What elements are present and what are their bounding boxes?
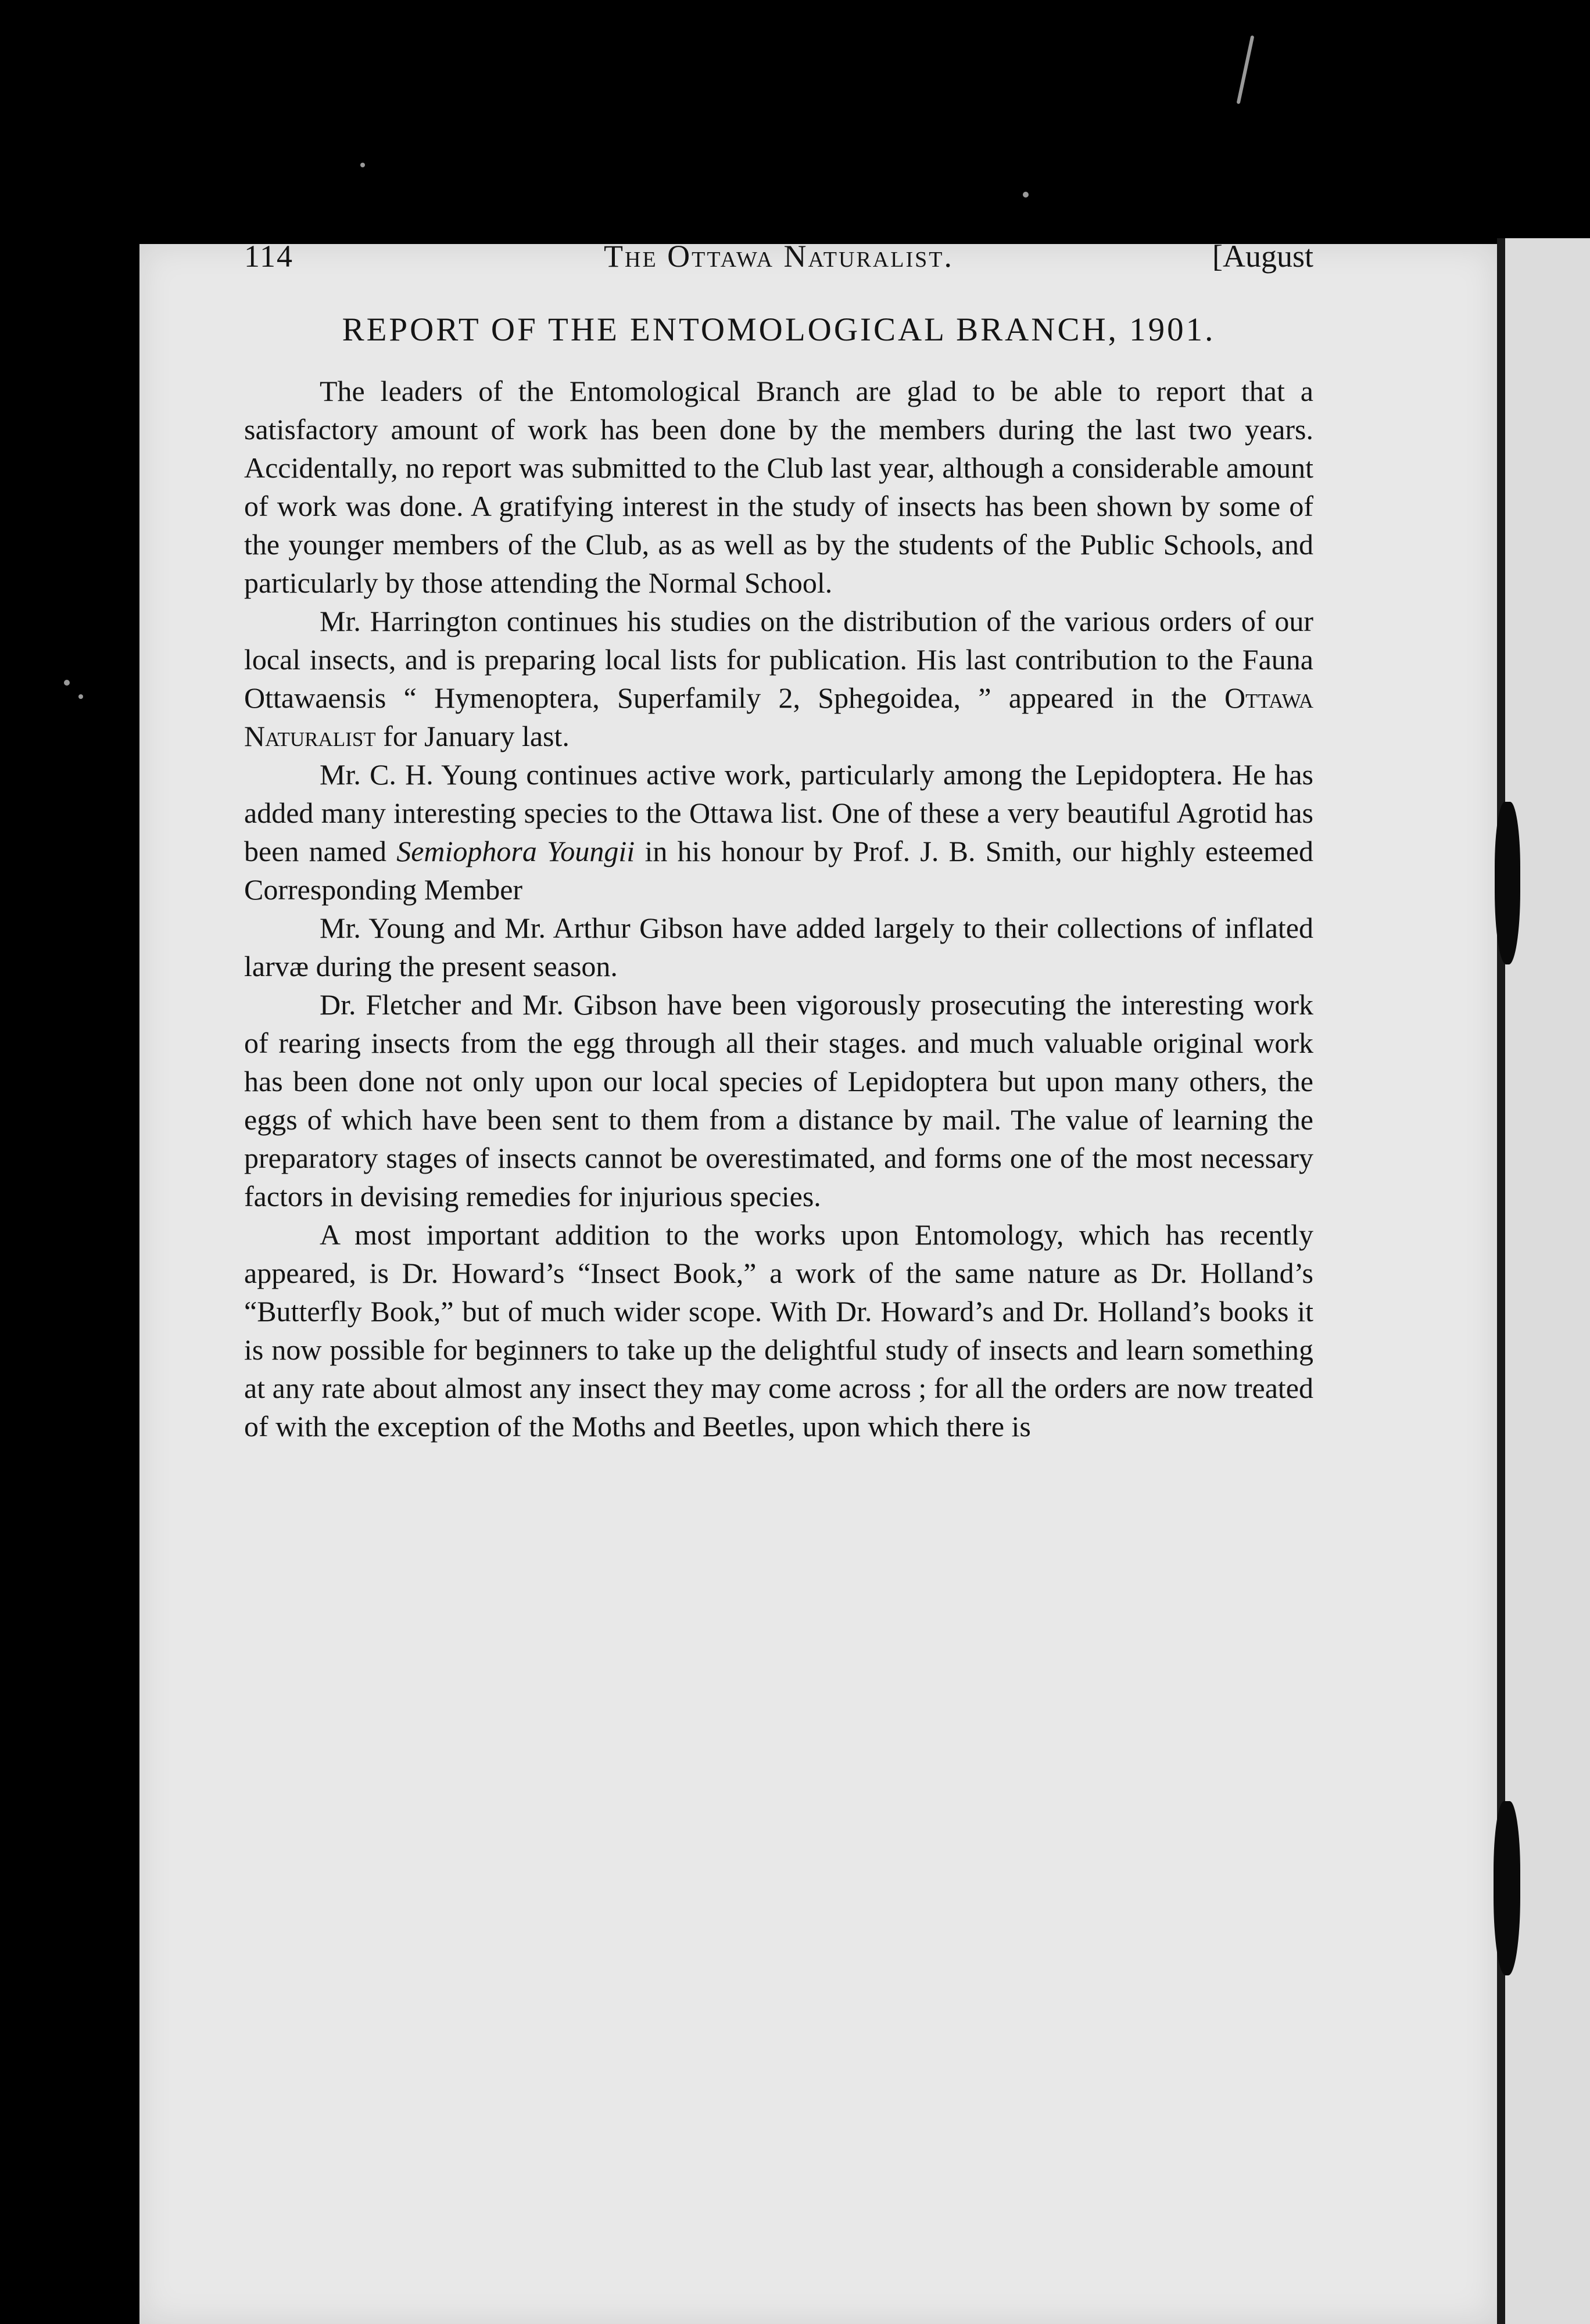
scan-speck	[1237, 35, 1255, 105]
paragraph-larvae: Mr. Young and Mr. Arthur Gibson have added largely to their collections of inflated larvæ during the present season.	[244, 912, 1313, 982]
paragraph-text: for January last.	[375, 720, 570, 752]
running-head	[244, 238, 1313, 285]
paragraph-text: Mr. C. H. Young continues active work, particularly among the Lepidoptera. He has added many interesting species to the Ottawa list. One of these a very beautiful Agrotid has been named	[244, 758, 1313, 867]
species-name: Semiophora Youngii	[396, 835, 635, 867]
journal-title: The Ottawa Naturalist.	[604, 239, 954, 274]
article-title: REPORT OF THE ENTOMOLOGICAL BRANCH, 1901.	[342, 311, 1216, 348]
paragraph-leaders: The leaders of the Entomological Branch are glad to be able to report that a satisfactory amount of work has been done by the members during the last two years. Accidentally, no report was submitted to the Club last year, although a considerable amount of work was done. A gratifying interest in the study of insects has been shown by some of the younger members of the Club, as as well as by the students of the Public Schools, and particularly by those attending the Normal School.	[244, 375, 1313, 599]
journal-reference: Ottawa Naturalist	[244, 682, 1313, 752]
paragraph-insect-book: A most important addition to the works upon Entomology, which has recently appeared, is Dr. Howard’s “Insect Book,” a work of the same nature as Dr. Holland’s “Butterfly Book,” but of much wider scope. With Dr. Howard’s and Dr. Holland’s books it is now possible for beginners to take up the delightful study of insects and learn something at any rate about almost any insect they may come across ; for all the orders are now treated of with the exception of the Moths and Beetles, upon which there is	[244, 1218, 1313, 1443]
page-gutter	[1497, 238, 1505, 2324]
issue-month: [August	[1212, 239, 1313, 274]
paragraph-text: Mr. Harrington continues his studies on the distribution of the various orders of our local insects, and is preparing local lists for publication. His last contribution to the Fauna Ottawaensis “ Hymenoptera, Superfamily 2, Sphegoidea, ” appeared in the	[244, 605, 1313, 714]
scan-speck	[360, 163, 365, 167]
ink-stain-lower	[1494, 1801, 1520, 1975]
paragraph-fletcher-gibson: Dr. Fletcher and Mr. Gibson have been vigorously prosecuting the interesting work of rearing insects from the egg through all their stages. and much valuable original work has been done not only upon our local species of Lepidoptera but upon many others, the eggs of which have been sent to them from a distance by mail. The value of learning the preparatory stages of insects cannot be overestimated, and forms one of the most necessary factors in devising remedies for injurious species.	[244, 988, 1313, 1213]
paragraph-harrington	[244, 602, 1313, 755]
facing-page-edge	[1505, 238, 1590, 2324]
scan-speck	[78, 694, 83, 699]
scan-speck	[1023, 192, 1029, 198]
paragraph-young	[244, 755, 1313, 909]
scan-speck	[64, 680, 70, 686]
page-number: 114	[244, 239, 293, 274]
ink-stain-upper	[1495, 802, 1520, 964]
article-body	[244, 372, 1313, 1446]
paragraph-text: in his honour by Prof. J. B. Smith, our highly esteemed Corresponding Member	[244, 835, 1313, 906]
